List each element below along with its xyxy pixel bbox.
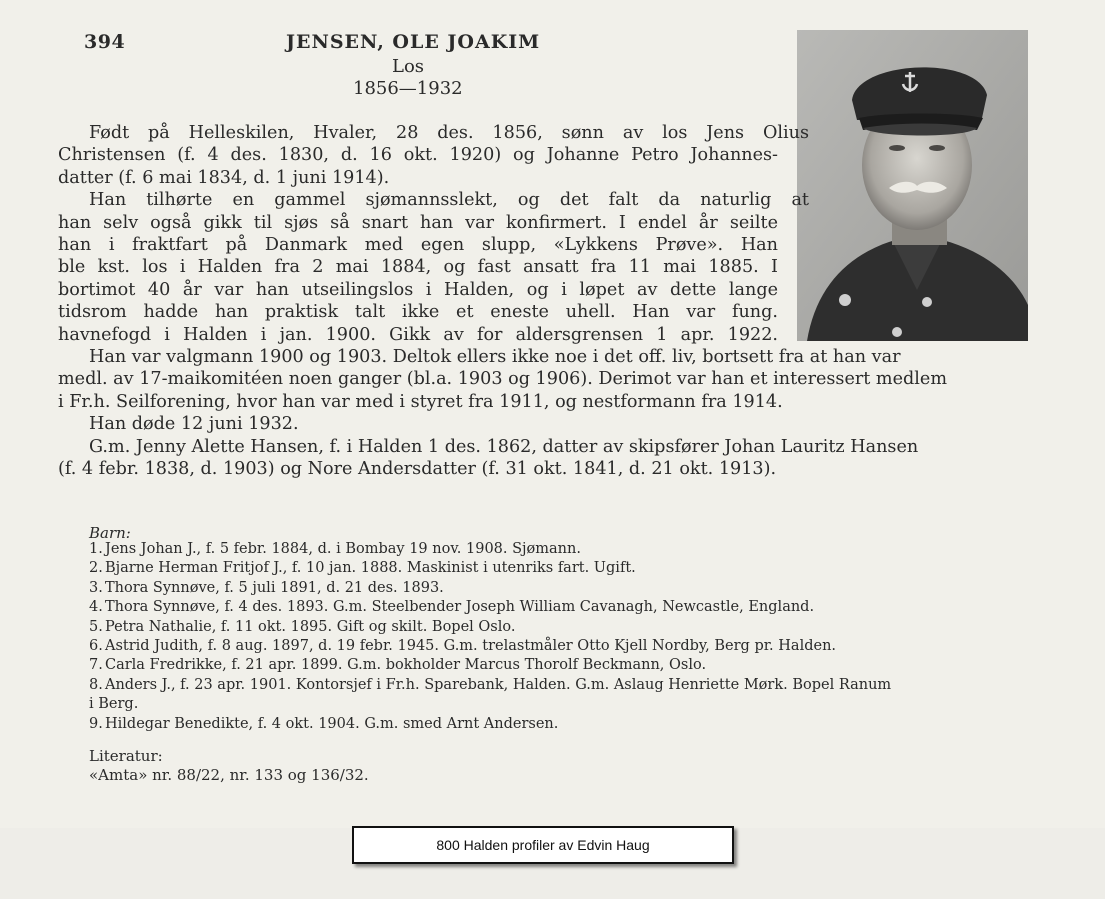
child-text: Petra Nathalie, f. 11 okt. 1895. Gift og skilt. Bopel Oslo.: [105, 618, 516, 635]
child-number: 6.: [89, 638, 103, 655]
child-text: Thora Synnøve, f. 4 des. 1893. G.m. Steelbender Joseph William Cavanagh, Newcastle, England.: [105, 599, 815, 616]
list-item: [89, 637, 1039, 656]
bio-line: i Fr.h. Seilforening, hvor han var med i styret fra 1911, og nestformann fra 1914.: [58, 391, 783, 412]
child-number: 1.: [89, 541, 103, 557]
child-number: 5.: [89, 618, 103, 635]
bio-line: datter (f. 6 mai 1834, d. 1 juni 1914).: [58, 167, 390, 188]
list-item: [89, 676, 1039, 695]
children-list: [89, 540, 1039, 734]
bio-line: han selv også gikk til sjøs så snart han var konfirmert. I endel år seilte: [58, 212, 778, 233]
children-heading: Barn:: [89, 524, 131, 542]
list-item: [89, 715, 1039, 734]
child-number: 8.: [89, 676, 103, 693]
child-text: Astrid Judith, f. 8 aug. 1897, d. 19 febr. 1945. G.m. trelastmåler Otto Kjell Nordby, Berg pr. Halden.: [105, 638, 837, 655]
person-name: JENSEN, OLE JOAKIM: [286, 31, 541, 53]
bio-line: (f. 4 febr. 1838, d. 1903) og Nore Andersdatter (f. 31 okt. 1841, d. 21 okt. 1913).: [58, 459, 777, 480]
bio-line: havnefogd i Halden i jan. 1900. Gikk av for aldersgrensen 1 apr. 1922.: [58, 324, 778, 345]
list-item: [89, 618, 1039, 637]
child-number: 9.: [89, 715, 103, 732]
child-text: Thora Synnøve, f. 5 juli 1891, d. 21 des. 1893.: [105, 579, 444, 596]
list-item: [89, 598, 1039, 617]
caption-box: 800 Halden profiler av Edvin Haug: [352, 826, 734, 864]
list-item: [89, 540, 1039, 559]
literature-heading: Literatur:: [89, 747, 163, 765]
list-item: [89, 656, 1039, 675]
child-text: Jens Johan J., f. 5 febr. 1884, d. i Bombay 19 nov. 1908. Sjømann.: [105, 541, 581, 557]
bio-line: Han var valgmann 1900 og 1903. Deltok ellers ikke noe i det off. liv, bortsett fra at han var: [89, 347, 901, 368]
child-text: Anders J., f. 23 apr. 1901. Kontorsjef i Fr.h. Sparebank, Halden. G.m. Aslaug Henriette Mørk. Bopel Ranum: [105, 676, 892, 693]
child-number: 2.: [89, 560, 103, 577]
bio-line: bortimot 40 år var han utseilingslos i Halden, og i løpet av dette lange: [58, 279, 778, 300]
bio-line: ble kst. los i Halden fra 2 mai 1884, og fast ansatt fra 11 mai 1885. I: [58, 257, 778, 278]
list-item: [89, 559, 1039, 578]
child-text: Bjarne Herman Fritjof J., f. 10 jan. 1888. Maskinist i utenriks fart. Ugift.: [105, 560, 636, 577]
child-text-continuation: i Berg.: [89, 696, 139, 713]
child-number: 7.: [89, 657, 103, 674]
child-text: Carla Fredrikke, f. 21 apr. 1899. G.m. bokholder Marcus Thorolf Beckmann, Oslo.: [105, 657, 707, 674]
bio-line: G.m. Jenny Alette Hansen, f. i Halden 1 des. 1862, datter av skipsfører Johan Lauritz Hansen: [89, 436, 919, 457]
bio-line: Født på Helleskilen, Hvaler, 28 des. 1856, sønn av los Jens Olius: [89, 123, 809, 143]
page-number: 394: [84, 31, 126, 53]
bio-line: han i fraktfart på Danmark med egen slupp, «Lykkens Prøve». Han: [58, 235, 778, 256]
occupation: Los: [392, 56, 425, 77]
life-years: 1856—1932: [353, 78, 463, 99]
list-item: [89, 579, 1039, 598]
bio-line: Han tilhørte en gammel sjømannsslekt, og det falt da naturlig at: [89, 190, 809, 211]
child-text: Hildegar Benedikte, f. 4 okt. 1904. G.m. smed Arnt Andersen.: [105, 715, 559, 732]
biography-text: [58, 122, 1034, 481]
literature-reference: «Amta» nr. 88/22, nr. 133 og 136/32.: [89, 766, 369, 784]
bio-line: Han døde 12 juni 1932.: [89, 414, 299, 435]
bio-line: medl. av 17-maikomitéen noen ganger (bl.a. 1903 og 1906). Derimot var han et interessert medlem: [58, 369, 948, 390]
bio-line: Christensen (f. 4 des. 1830, d. 16 okt. 1920) og Johanne Petro Johannes-: [58, 145, 778, 166]
child-number: 4.: [89, 599, 103, 616]
child-number: 3.: [89, 579, 103, 596]
bio-line: tidsrom hadde han praktisk talt ikke et eneste uhell. Han var fung.: [58, 302, 778, 323]
